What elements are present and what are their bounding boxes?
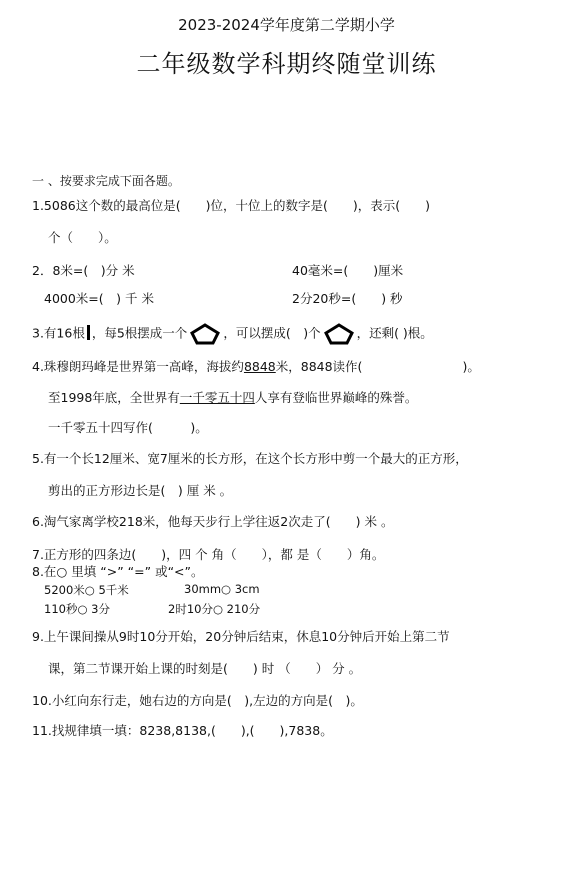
q3-part-4: ，还剩( )根。 — [356, 325, 433, 341]
q3-line — [32, 322, 433, 346]
q5-line-2: 剪出的正方形边长是( ) 厘 米 。 — [48, 483, 233, 498]
q4-line-2-b: 人享有登临世界巅峰的殊誉。 — [254, 390, 418, 405]
q1-line-2: 个（ ）。 — [48, 230, 117, 245]
pentagon-icon — [321, 322, 357, 346]
q7-line: 7.正方形的四条边( )，四 个 角（ ），都 是（ ）角。 — [32, 547, 385, 562]
section-heading: 一 、按要求完成下面各题。 — [32, 174, 180, 188]
q3-part-1: 3.有16根 — [32, 325, 85, 341]
q3-part-2: ，每5根摆成一个 — [91, 325, 188, 341]
q1-line-1: 1.5086这个数的最高位是( )位，十位上的数字是( )，表示( ) — [32, 198, 430, 213]
q8-item-b: 30mm○ 3cm — [184, 582, 260, 596]
q8-line: 8.在○ 里填 “>” “=” 或“<”。 — [32, 564, 204, 579]
q2-item-a: 2．8米=( )分 米 — [32, 263, 135, 278]
title-line-1: 2023-2024学年度第二学期小学 — [178, 16, 395, 34]
q4-line-3: 一千零五十四写作( )。 — [48, 420, 208, 435]
q4-line-2-a: 至1998年底，全世界有 — [48, 390, 180, 405]
q6-line: 6.淘气家离学校218米，他每天步行上学往返2次走了( ) 米 。 — [32, 514, 394, 529]
q8-item-c: 110秒○ 3分 — [44, 602, 110, 616]
q4-line-2 — [48, 388, 417, 406]
q4-line-1-b: 米，8848读作( )。 — [275, 359, 480, 374]
q2-item-b: 40毫米=( )厘米 — [292, 263, 404, 278]
q4-line-1-a: 4.珠穆朗玛峰是世界第一高峰，海拔约 — [32, 359, 244, 374]
q4-line-1 — [32, 357, 480, 375]
q8-item-d: 2时10分○ 210分 — [168, 602, 261, 616]
q8-item-a: 5200米○ 5千米 — [44, 583, 129, 597]
q4-line-1-underlined: 8848 — [243, 359, 276, 374]
q3-part-3: ，可以摆成( )个 — [223, 325, 321, 341]
q4-line-2-underlined: 一千零五十四 — [179, 390, 255, 405]
q11-line: 11.找规律填一填：8238,8138,( ),( ),7838。 — [32, 723, 333, 738]
q9-line-1: 9.上午课间操从9时10分开始，20分钟后结束，休息10分钟后开始上第二节 — [32, 629, 450, 644]
q2-item-c: 4000米=( ) 千 米 — [44, 291, 154, 306]
q10-line: 10.小红向东行走，她右边的方向是( ),左边的方向是( )。 — [32, 693, 363, 708]
title-line-2: 二年级数学科期终随堂训练 — [136, 50, 437, 78]
pentagon-icon — [187, 322, 223, 346]
q9-line-2: 课，第二节课开始上课的时刻是( ) 时 （ ） 分 。 — [48, 661, 362, 676]
stick-icon — [87, 325, 90, 340]
q5-line-1: 5.有一个长12厘米、宽7厘米的长方形，在这个长方形中剪一个最大的正方形， — [32, 451, 468, 466]
q2-item-d: 2分20秒=( ) 秒 — [292, 291, 403, 306]
